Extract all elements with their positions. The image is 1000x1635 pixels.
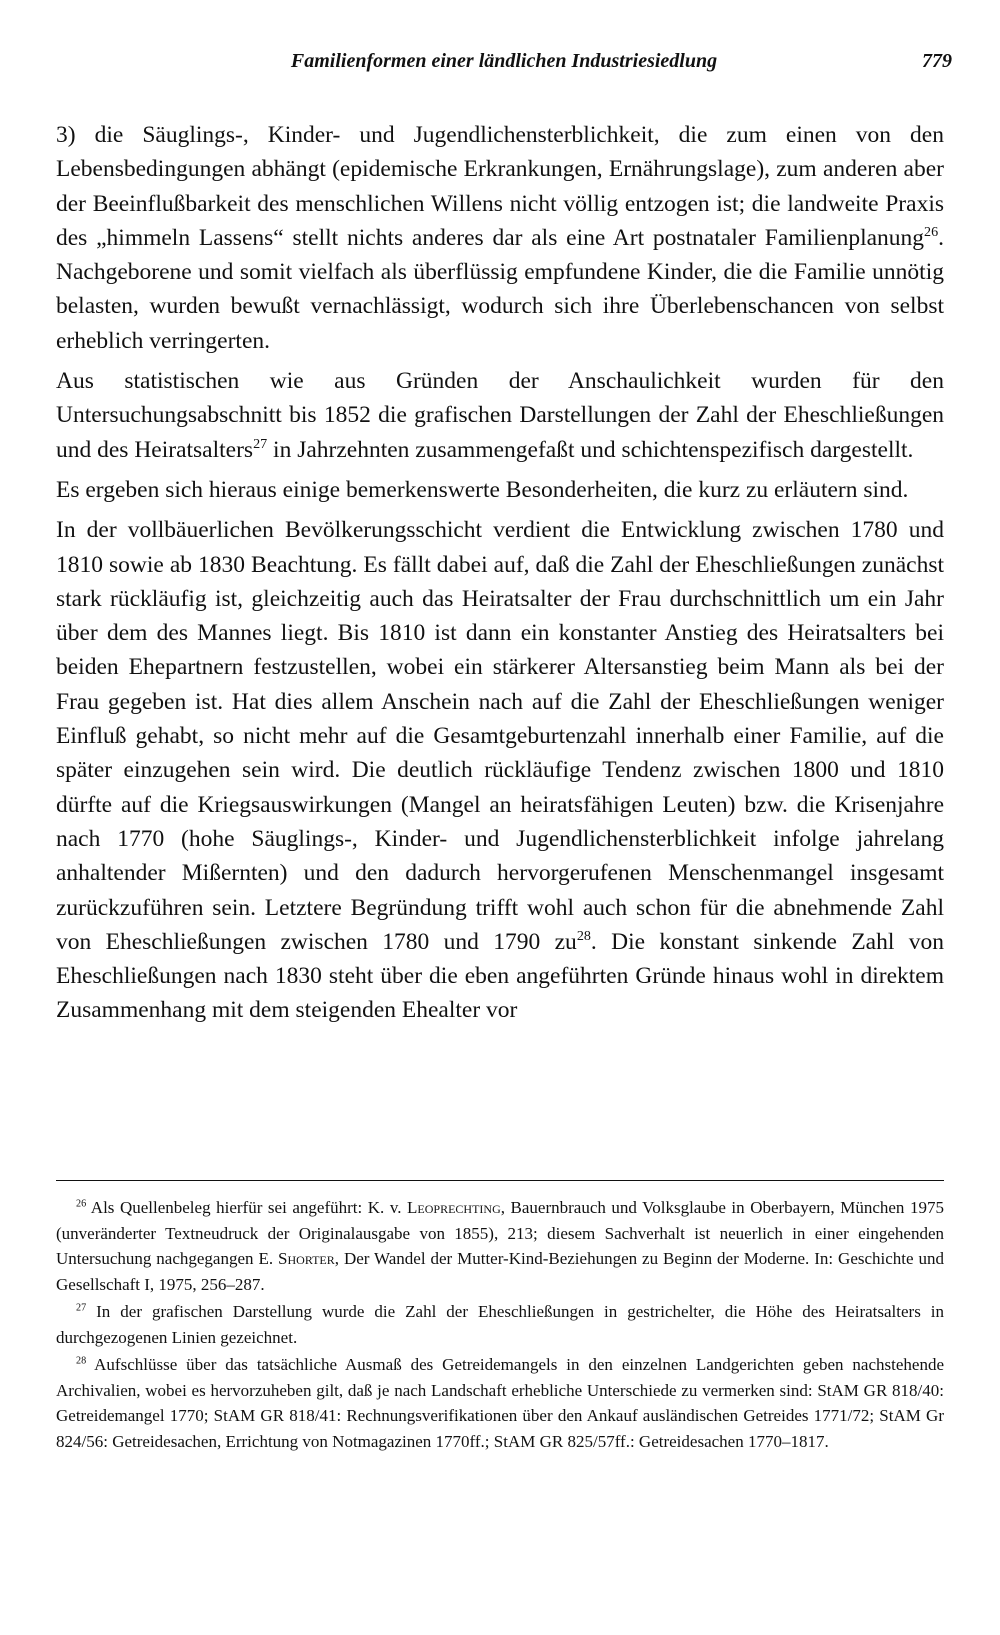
paragraph-4-text-b: . Die konstant sinkende Zahl von Eheschließungen nach 1830 steht über die eben angeführten Gründe hinaus wohl in direktem Zusammenhang mit dem steigenden Ehealter vor xyxy=(56,928,944,1024)
footnote-26-author-leoprechting: Leoprechting xyxy=(407,1198,501,1217)
footnote-26-text-a: Als Quellenbeleg hierfür sei angeführt: K. v. xyxy=(86,1198,408,1217)
footnote-number-27: 27 xyxy=(76,1302,87,1314)
footnote-26-text-c: , Der Wandel der Mutter-Kind-Beziehungen zu Beginn der Moderne. In: Geschichte und Gesellschaft I, 1975, 256–287. xyxy=(56,1249,944,1294)
running-title: Familienformen einer ländlichen Industriesiedlung xyxy=(290,50,718,72)
footnote-27 xyxy=(56,1299,944,1350)
footnote-26-text-b: , Bauernbrauch und Volksglaube in Oberbayern, München 1975 (unveränderter Textneudruck der Originalausgabe von 1855), 213; diesem Sachverhalt ist neuerlich in einer eingehenden Untersuchung nachgegangen E. xyxy=(56,1198,944,1268)
footnote-ref-26: 26 xyxy=(924,224,939,241)
paragraph-4-text-a: In der vollbäuerlichen Bevölkerungsschicht verdient die Entwicklung zwischen 1780 und 1810 sowie ab 1830 Beachtung. Es fällt dabei auf, daß die Zahl der Eheschließungen zunächst stark rückläufig ist, gleichzeitig auch das Heiratsalter der Frau durchschnittlich um ein Jahr über dem des Mannes liegt. Bis 1810 ist dann ein konstanter Anstieg des Heiratsalters bei beiden Ehepartnern festzustellen, wobei ein stärkerer Altersanstieg beim Mann als bei der Frau gegeben ist. Hat dies allem Anschein nach auf die Zahl der Eheschließungen weniger Einfluß gehabt, so nicht mehr auf die Gesamtgeburtenzahl innerhalb einer Familie, auf die später einzugehen sein wird. Die deutlich rückläufige Tendenz zwischen 1800 und 1810 dürfte auf die Kriegsauswirkungen (Mangel an heiratsfähigen Leuten) bzw. die Krisenjahre nach 1770 (hohe Säuglings-, Kinder- und Jugendlichensterblichkeit infolge jahrelang anhaltender Mißernten) und den dadurch hervorgerufenen Menschenmangel insgesamt zurückzuführen sein. Letztere Begründung trifft wohl auch schon für die abnehmende Zahl von Eheschließungen zwischen 1780 und 1790 zu xyxy=(56,517,944,955)
main-text xyxy=(56,118,944,1034)
footnote-ref-27: 27 xyxy=(253,435,268,452)
footnote-number-26: 26 xyxy=(76,1198,87,1210)
paragraph-1 xyxy=(56,118,944,358)
footnotes xyxy=(56,1195,944,1456)
footnote-ref-28: 28 xyxy=(576,928,591,944)
footnote-27-text: In der grafischen Darstellung wurde die Zahl der Eheschließungen in gestrichelter, die Höhe des Heiratsalters in durchgezogenen Linien gezeichnet. xyxy=(56,1302,944,1347)
paragraph-3: Es ergeben sich hieraus einige bemerkenswerte Besonderheiten, die kurz zu erläutern sind. xyxy=(56,476,909,503)
footnote-divider xyxy=(56,1180,944,1181)
paragraph-2 xyxy=(56,364,944,467)
footnote-26 xyxy=(56,1195,944,1297)
page-number: 779 xyxy=(922,50,952,72)
footnote-28-text: Aufschlüsse über das tatsächliche Ausmaß des Getreidemangels in den einzelnen Landgerichten geben nachstehende Archivalien, wobei es hervorzuheben gilt, daß je nach Landschaft erhebliche Unterschiede zu vermerken sind: StAM GR 818/40: Getreidemangel 1770; StAM GR 818/41: Rechnungsverifikationen über den Ankauf ausländischen Getreides 1771/72; StAM Gr 824/56: Getreidesachen, Errichtung von Notmagazinen 1770ff.; StAM GR 825/57ff.: Getreidesachen 1770–1817. xyxy=(56,1355,944,1451)
paragraph-2-text-a: Aus statistischen wie aus Gründen der Anschaulichkeit wurden für den Untersuchungsabschnitt bis 1852 die grafischen Darstellungen der Zahl der Eheschließungen und des Heiratsalters xyxy=(56,368,944,463)
paragraph-1-text-a: 3) die Säuglings-, Kinder- und Jugendlichensterblichkeit, die zum einen von den Lebensbedingungen abhängt (epidemische Erkrankungen, Ernährungslage), zum anderen aber der Beeinflußbarkeit des menschlichen Willens nicht völlig entzogen ist; die landweite Praxis des „himmeln Lassens“ stellt nichts anderes dar als eine Art postnataler Familienplanung xyxy=(56,122,944,251)
paragraph-1-text-b: . Nachgeborene und somit vielfach als überflüssig empfundene Kinder, die die Familie unnötig belasten, wurden bewußt vernachlässigt, wodurch sich ihre Überlebenschancen von selbst erheblich verringerten. xyxy=(56,224,944,354)
footnote-26-author-shorter: Shorter xyxy=(278,1249,335,1268)
page-header xyxy=(56,50,952,80)
footnote-number-28: 28 xyxy=(76,1355,87,1367)
paragraph-2-text-b: in Jahrzehnten zusammengefaßt und schichtenspezifisch dargestellt. xyxy=(267,436,914,463)
paragraph-4 xyxy=(56,513,944,1027)
footnote-28 xyxy=(56,1352,944,1454)
